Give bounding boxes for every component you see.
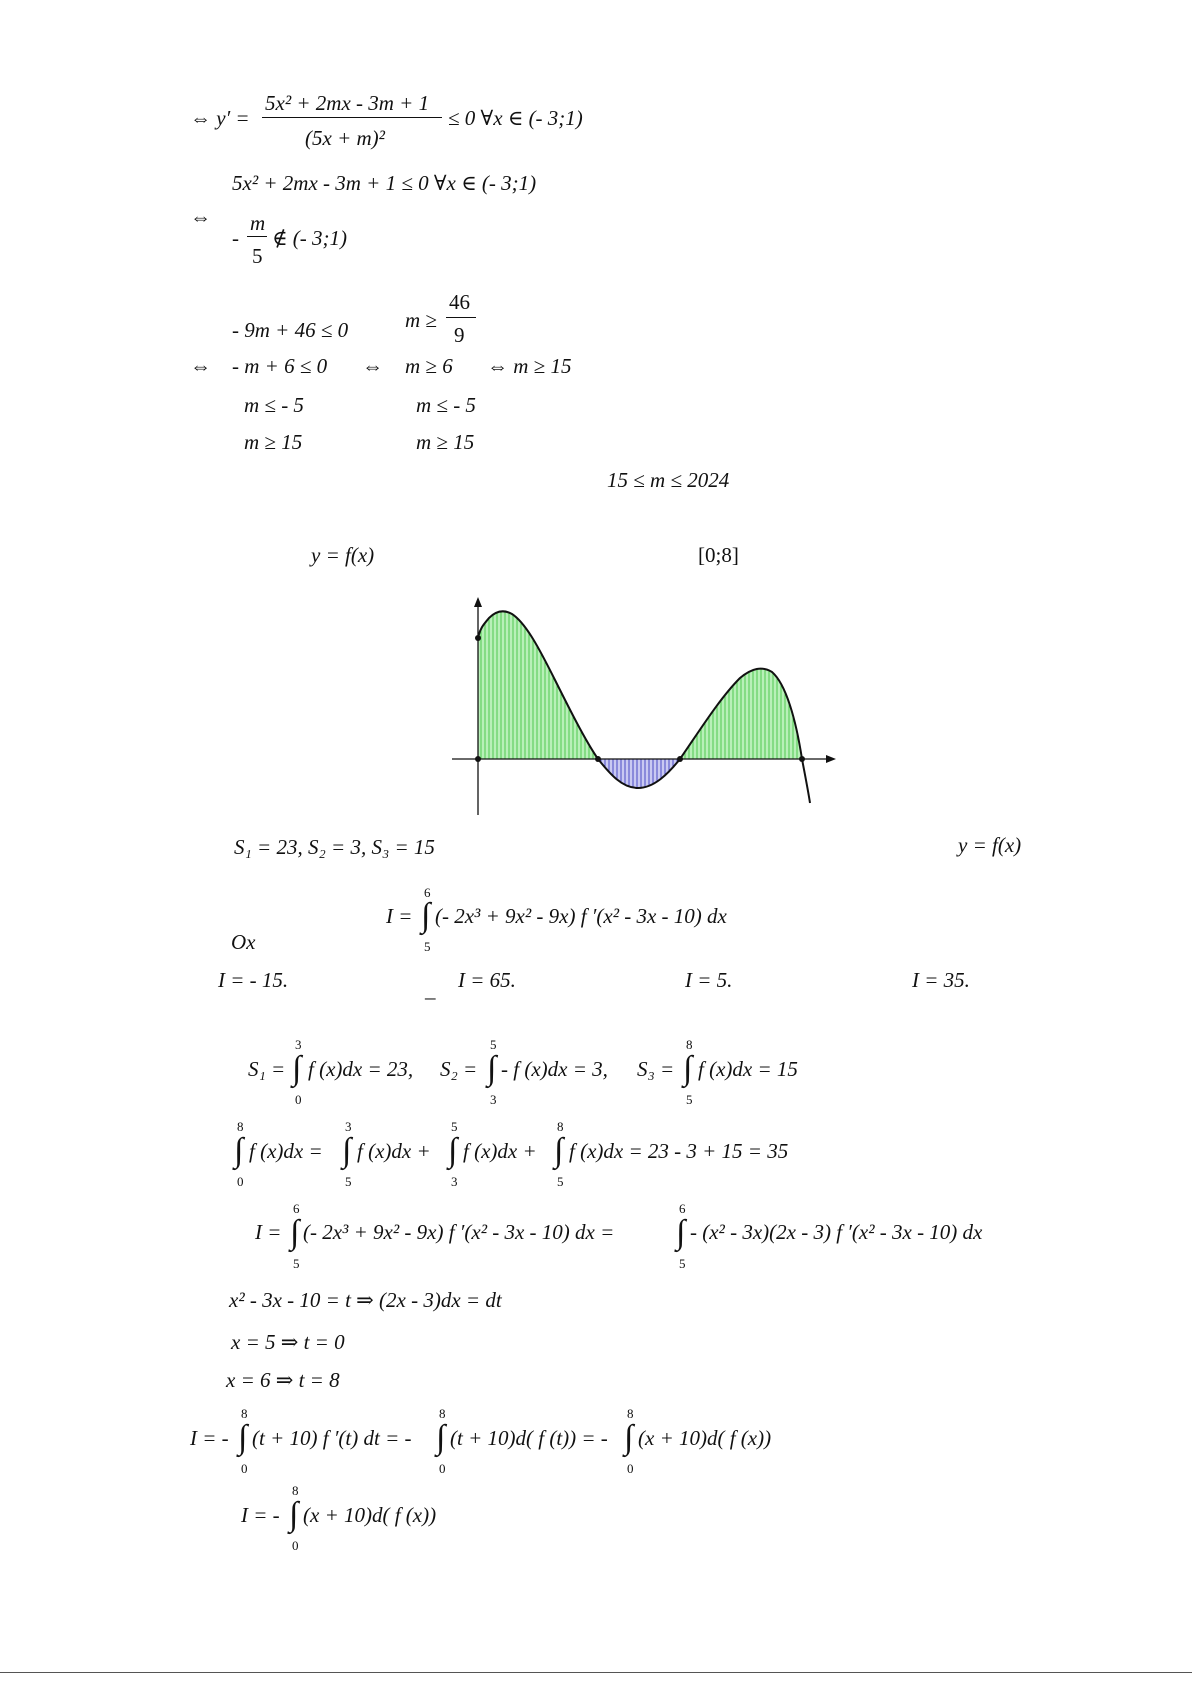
- derivative-condition: ≤ 0 ∀x ∈ (- 3;1): [448, 106, 583, 130]
- final-u2: 8: [439, 1406, 446, 1421]
- derivation-result: ⇔ m ≥ 15: [487, 354, 572, 378]
- final-l3: 0: [627, 1461, 634, 1476]
- last-label: I = -: [241, 1503, 280, 1527]
- final-e2: (t + 10)d( f (t)) = -: [450, 1426, 608, 1450]
- function-label: y = f(x): [311, 543, 375, 567]
- system3-line-c: m ≤ - 5: [416, 393, 476, 417]
- i-line-e1: (- 2x³ + 9x² - 9x) f ′(x² - 3x - 10) dx =: [303, 1220, 615, 1244]
- final-l1: 0: [241, 1461, 248, 1476]
- sol-s3-integral-icon: ∫: [683, 1050, 693, 1087]
- final-l2: 0: [439, 1461, 446, 1476]
- system1-line1: 5x² + 2mx - 3m + 1 ≤ 0 ∀x ∈ (- 3;1): [232, 171, 537, 195]
- sol-s1-lower: 0: [295, 1092, 302, 1107]
- last-upper: 8: [292, 1483, 299, 1498]
- derivative-numerator: 5x² + 2mx - 3m + 1: [265, 91, 430, 115]
- sum-i3-upper: 5: [451, 1119, 458, 1134]
- i-line-integral-icon-1: ∫: [290, 1214, 300, 1251]
- system3-line-b: m ≥ 6: [405, 354, 453, 378]
- final-integral-icon-3: ∫: [624, 1419, 634, 1456]
- final-u3: 8: [627, 1406, 634, 1421]
- integral-label: I =: [386, 904, 413, 928]
- i-line-u2: 6: [679, 1201, 686, 1216]
- i-line-integral-icon-2: ∫: [676, 1214, 686, 1251]
- sum-i1-integral-icon: ∫: [234, 1132, 244, 1169]
- system3-line-a-prefix: m ≥: [405, 308, 437, 332]
- page-bottom-rule: [0, 1672, 1192, 1673]
- option-c[interactable]: I = 5.: [685, 968, 733, 992]
- substitution: x² - 3x - 10 = t ⇒ (2x - 3)dx = dt: [229, 1288, 502, 1312]
- final-label: I = -: [190, 1426, 229, 1450]
- sum-t4: f (x)dx = 23 - 3 + 15 = 35: [569, 1139, 789, 1163]
- integral-lower-limit: 5: [424, 939, 431, 954]
- sol-s1-upper: 3: [295, 1037, 302, 1052]
- sum-t3: f (x)dx +: [463, 1139, 537, 1163]
- sum-i4-integral-icon: ∫: [554, 1132, 564, 1169]
- final-e1: (t + 10) f ′(t) dt = -: [252, 1426, 412, 1450]
- integral-sign-icon: ∫: [421, 897, 431, 934]
- sum-i3-lower: 3: [451, 1174, 458, 1189]
- sum-i2-integral-icon: ∫: [342, 1132, 352, 1169]
- point-root-1: [595, 756, 601, 762]
- function-label-right: y = f(x): [958, 833, 1022, 857]
- sol-s3-upper: 8: [686, 1037, 693, 1052]
- sum-i1-upper: 8: [237, 1119, 244, 1134]
- area-s1: [478, 611, 598, 759]
- system1-line2-suffix: ∉ (- 3;1): [272, 226, 348, 250]
- derivative-prefix: ⇔ y′ =: [190, 106, 250, 130]
- i-line-l2: 5: [679, 1256, 686, 1271]
- system2-line-a: - 9m + 46 ≤ 0: [232, 318, 349, 342]
- sol-s2-expr: - f (x)dx = 3,: [501, 1057, 608, 1081]
- i-line-label: I =: [255, 1220, 282, 1244]
- sum-t1: f (x)dx =: [249, 1139, 323, 1163]
- sum-i4-upper: 8: [557, 1119, 564, 1134]
- sol-s2-upper: 5: [490, 1037, 497, 1052]
- sol-s1-integral-icon: ∫: [292, 1050, 302, 1087]
- sum-i2-lower: 5: [345, 1174, 352, 1189]
- point-y-intercept: [475, 635, 481, 641]
- sum-i3-integral-icon: ∫: [448, 1132, 458, 1169]
- equiv-symbol-3: ⇔: [362, 354, 383, 378]
- final-integral-icon-1: ∫: [238, 1419, 248, 1456]
- i-line-e2: - (x² - 3x)(2x - 3) f ′(x² - 3x - 10) dx: [690, 1220, 983, 1244]
- system2-line-c: m ≤ - 5: [244, 393, 304, 417]
- system1-frac-num: m: [250, 211, 266, 235]
- system1-frac-den: 5: [252, 244, 263, 268]
- m-range: 15 ≤ m ≤ 2024: [607, 468, 730, 492]
- point-root-3: [799, 756, 805, 762]
- last-lower: 0: [292, 1538, 299, 1553]
- final-integral-icon-2: ∫: [436, 1419, 446, 1456]
- sum-i1-lower: 0: [237, 1174, 244, 1189]
- i-line-u1: 6: [293, 1201, 300, 1216]
- sol-s3-label: S₃ =: [637, 1057, 675, 1081]
- point-origin: [475, 756, 481, 762]
- sum-i4-lower: 5: [557, 1174, 564, 1189]
- system3-frac-den: 9: [454, 323, 465, 347]
- answer-mark: _: [425, 978, 436, 1002]
- sol-s3-lower: 5: [686, 1092, 693, 1107]
- integral-upper-limit: 6: [424, 885, 431, 900]
- system3-line-d: m ≥ 15: [416, 430, 475, 454]
- sol-s2-lower: 3: [490, 1092, 497, 1107]
- option-d[interactable]: I = 35.: [912, 968, 970, 992]
- point-root-2: [677, 756, 683, 762]
- sol-s1-label: S₁ =: [248, 1057, 286, 1081]
- sol-s3-expr: f (x)dx = 15: [698, 1057, 798, 1081]
- axis-ox-label: Ox: [231, 930, 256, 954]
- system2-line-d: m ≥ 15: [244, 430, 303, 454]
- i-line-l1: 5: [293, 1256, 300, 1271]
- system1-line2-prefix: -: [232, 226, 239, 250]
- sol-s2-integral-icon: ∫: [487, 1050, 497, 1087]
- final-e3: (x + 10)d( f (x)): [638, 1426, 772, 1450]
- option-a[interactable]: I = - 15.: [218, 968, 289, 992]
- equiv-symbol-1: ⇔: [190, 205, 211, 229]
- bound-2: x = 6 ⇒ t = 8: [226, 1368, 340, 1392]
- sol-s2-label: S₂ =: [440, 1057, 478, 1081]
- bound-1: x = 5 ⇒ t = 0: [231, 1330, 345, 1354]
- sol-s1-expr: f (x)dx = 23,: [308, 1057, 414, 1081]
- final-u1: 8: [241, 1406, 248, 1421]
- last-expr: (x + 10)d( f (x)): [303, 1503, 437, 1527]
- derivative-denominator: (5x + m)²: [305, 126, 385, 150]
- system3-frac-num: 46: [449, 290, 470, 314]
- integrand: (- 2x³ + 9x² - 9x) f ′(x² - 3x - 10) dx: [435, 904, 727, 928]
- x-axis-arrow-icon: [826, 755, 836, 763]
- sum-t2: f (x)dx +: [357, 1139, 431, 1163]
- interval-label: [0;8]: [698, 543, 739, 567]
- sum-i2-upper: 3: [345, 1119, 352, 1134]
- areas-given: S₁ = 23, S₂ = 3, S₃ = 15: [234, 835, 435, 859]
- area-s3: [680, 669, 802, 759]
- system2-line-b: - m + 6 ≤ 0: [232, 354, 328, 378]
- last-integral-icon: ∫: [289, 1496, 299, 1533]
- option-b[interactable]: I = 65.: [458, 968, 516, 992]
- equiv-symbol-2: ⇔: [190, 354, 211, 378]
- y-axis-arrow-icon: [474, 597, 482, 607]
